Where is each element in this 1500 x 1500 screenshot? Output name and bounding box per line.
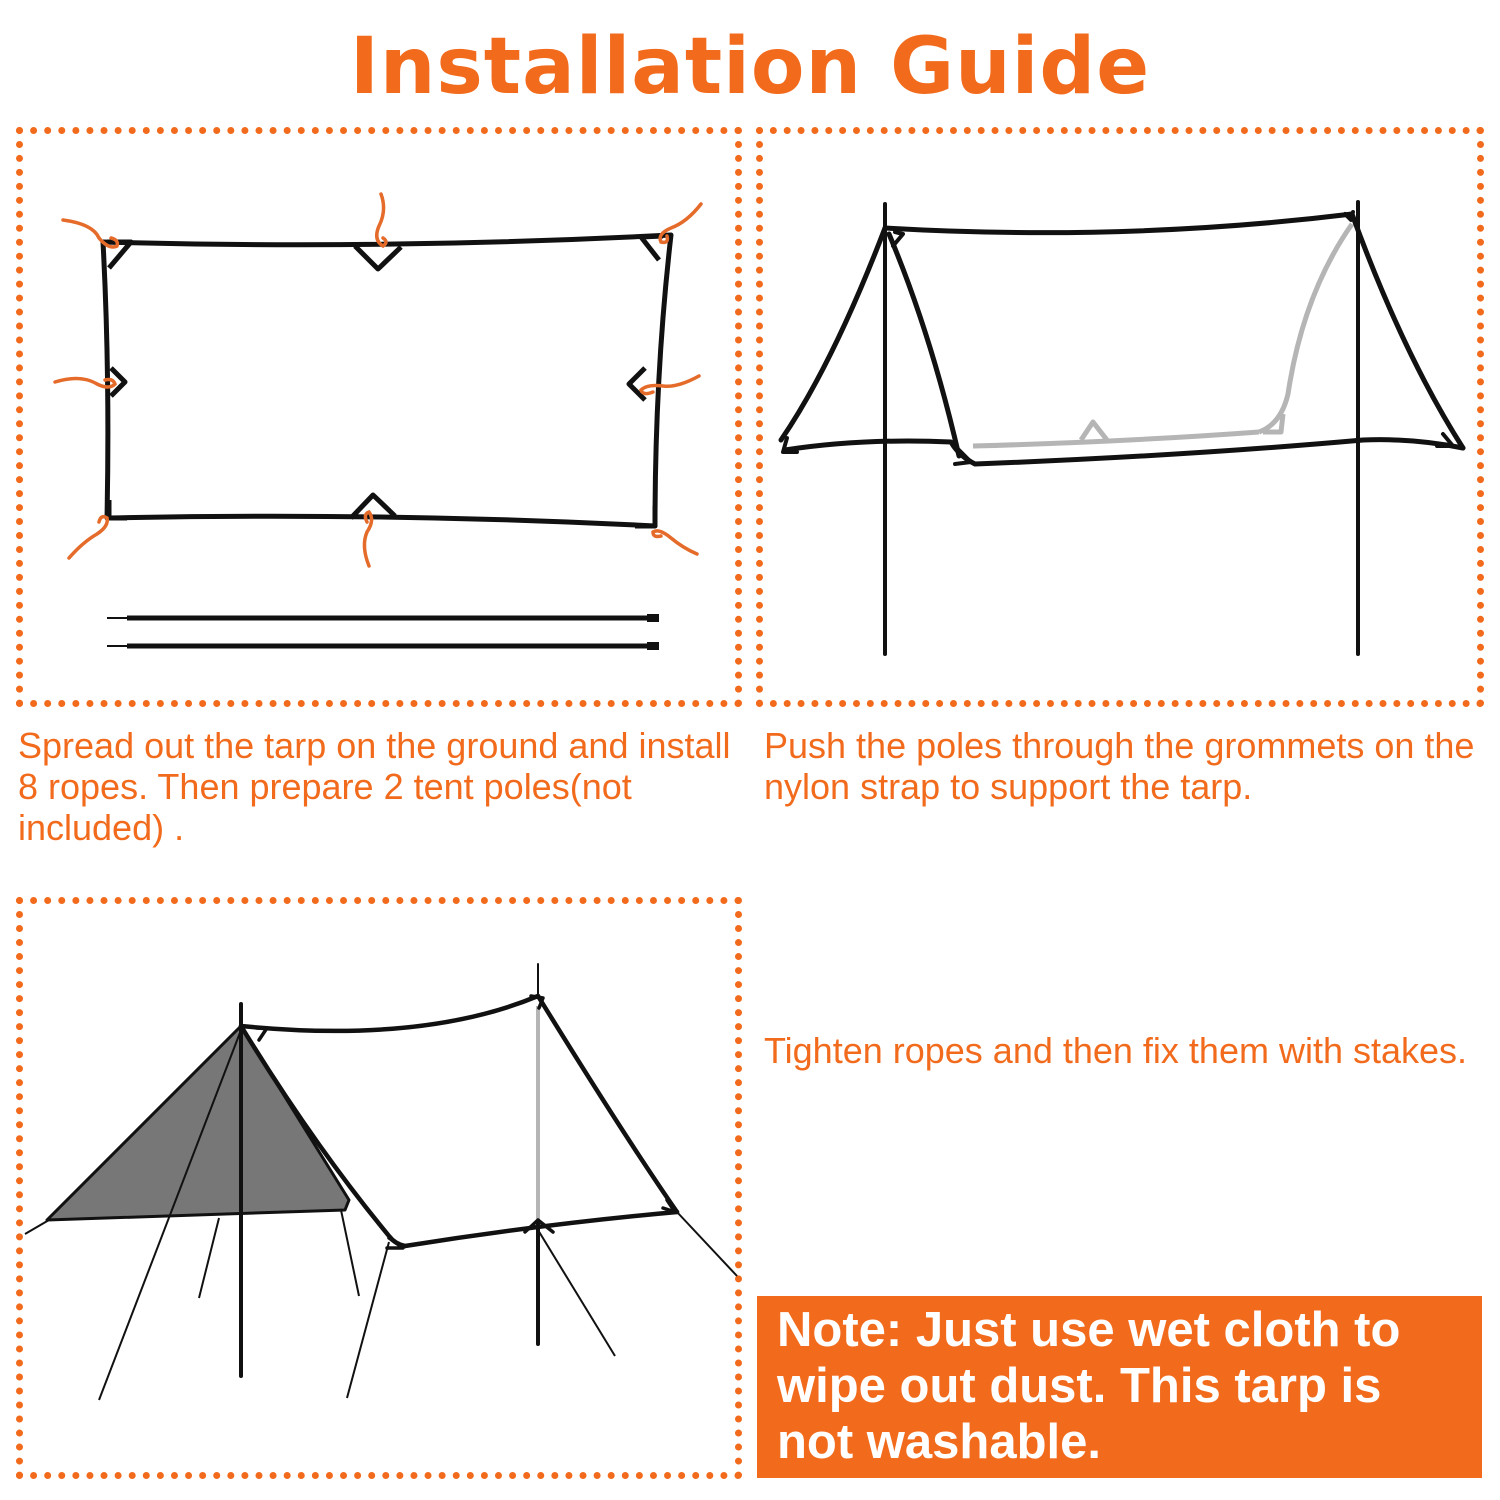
step-2-caption: Push the poles through the grommets on the nylon strap to support the tarp. <box>764 725 1475 807</box>
page-title: Installation Guide <box>349 22 1151 112</box>
tensioned-tarp-illustration <box>23 904 749 1486</box>
step-3-panel <box>16 897 742 1479</box>
step-3-caption: Tighten ropes and then fix them with stakes. <box>764 1030 1468 1071</box>
flat-tarp-illustration <box>23 134 749 714</box>
care-note-text: Note: Just use wet cloth to wipe out dust. This tarp is not washable. <box>777 1303 1401 1469</box>
raised-tarp-illustration <box>763 134 1491 714</box>
care-note-box <box>757 1296 1482 1478</box>
step-2-panel <box>756 127 1484 707</box>
step-1-panel <box>16 127 742 707</box>
step-1-caption: Spread out the tarp on the ground and install 8 ropes. Then prepare 2 tent poles(not included) . <box>18 725 731 848</box>
